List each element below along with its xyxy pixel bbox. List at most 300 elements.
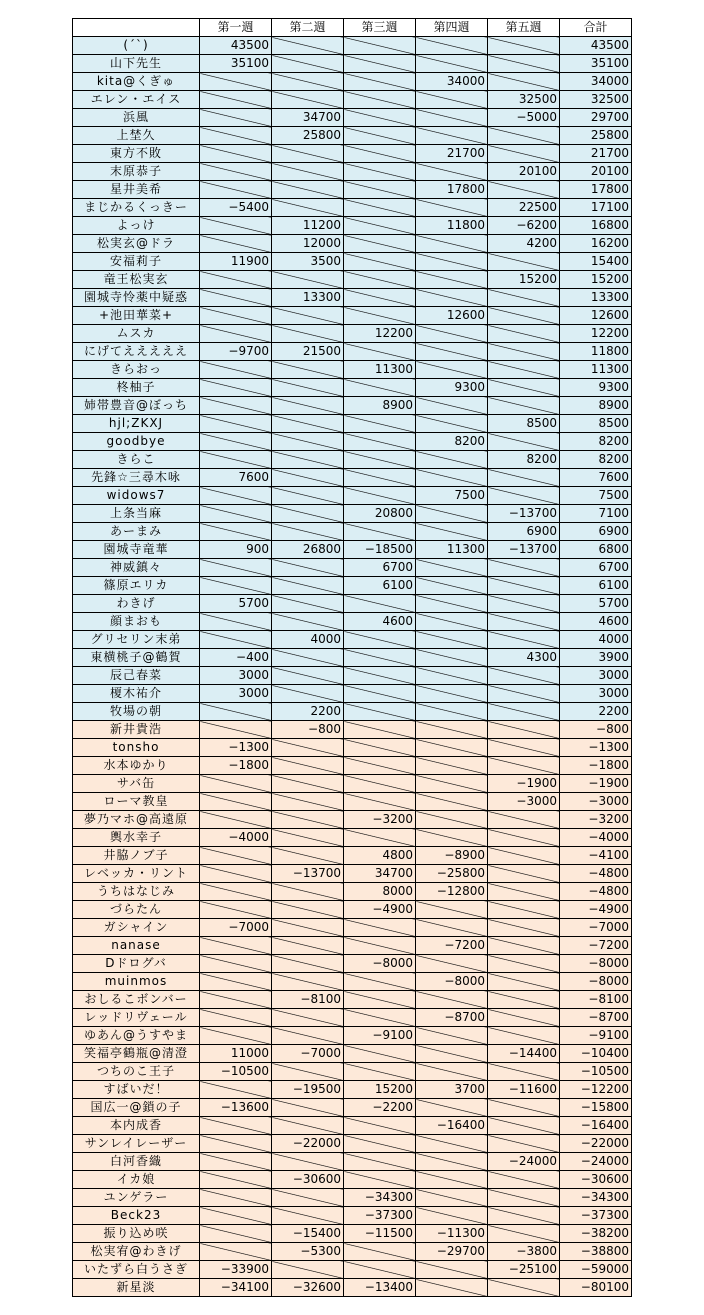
table-row bbox=[73, 271, 632, 289]
week-2-score-cell: −7000 bbox=[272, 1045, 344, 1063]
week-5-score-cell bbox=[488, 1225, 560, 1243]
week-4-score-cell: −8900 bbox=[416, 847, 488, 865]
week-5-score-cell bbox=[488, 919, 560, 937]
player-name-cell: レベッカ・リント bbox=[73, 865, 200, 883]
total-score-cell: −1900 bbox=[560, 775, 632, 793]
total-score-cell: −3000 bbox=[560, 793, 632, 811]
week-2-score-cell bbox=[272, 685, 344, 703]
player-name-cell: 竜王松実玄 bbox=[73, 271, 200, 289]
week-3-score-cell bbox=[344, 217, 416, 235]
total-score-cell: −1800 bbox=[560, 757, 632, 775]
player-name-cell: 姉帯豊音@ぼっち bbox=[73, 397, 200, 415]
week-2-score-cell bbox=[272, 55, 344, 73]
total-score-cell: 7600 bbox=[560, 469, 632, 487]
total-score-cell: 34000 bbox=[560, 73, 632, 91]
ranking-table bbox=[72, 18, 632, 1297]
total-score-cell: 8200 bbox=[560, 433, 632, 451]
week-2-score-cell bbox=[272, 1009, 344, 1027]
week-5-score-cell: 32500 bbox=[488, 91, 560, 109]
week-2-score-cell bbox=[272, 361, 344, 379]
week-1-score-cell bbox=[200, 451, 272, 469]
week-4-score-cell: −8700 bbox=[416, 1009, 488, 1027]
week-1-score-cell bbox=[200, 973, 272, 991]
week-1-score-cell bbox=[200, 775, 272, 793]
week-5-score-cell bbox=[488, 991, 560, 1009]
player-name-cell: いたずら白うさぎ bbox=[73, 1261, 200, 1279]
week-4-score-cell bbox=[416, 235, 488, 253]
week-5-score-cell bbox=[488, 1207, 560, 1225]
total-score-cell: −38200 bbox=[560, 1225, 632, 1243]
week-1-score-cell bbox=[200, 163, 272, 181]
week-5-score-cell bbox=[488, 397, 560, 415]
player-name-cell: づらたん bbox=[73, 901, 200, 919]
week-5-score-cell bbox=[488, 1099, 560, 1117]
week-1-score-cell bbox=[200, 883, 272, 901]
week-4-score-cell bbox=[416, 829, 488, 847]
table-row bbox=[73, 685, 632, 703]
week-5-score-cell bbox=[488, 937, 560, 955]
header-week-2: 第二週 bbox=[272, 19, 344, 37]
total-score-cell: 6700 bbox=[560, 559, 632, 577]
player-name-cell: 末原恭子 bbox=[73, 163, 200, 181]
table-row bbox=[73, 523, 632, 541]
table-row bbox=[73, 793, 632, 811]
week-4-score-cell bbox=[416, 703, 488, 721]
week-2-score-cell bbox=[272, 397, 344, 415]
player-name-cell: 上条当麻 bbox=[73, 505, 200, 523]
player-name-cell: 白河香織 bbox=[73, 1153, 200, 1171]
week-2-score-cell: 11200 bbox=[272, 217, 344, 235]
total-score-cell: 8900 bbox=[560, 397, 632, 415]
week-1-score-cell bbox=[200, 523, 272, 541]
week-1-score-cell: −33900 bbox=[200, 1261, 272, 1279]
week-3-score-cell bbox=[344, 1171, 416, 1189]
week-4-score-cell: 34000 bbox=[416, 73, 488, 91]
week-4-score-cell bbox=[416, 397, 488, 415]
week-4-score-cell bbox=[416, 901, 488, 919]
player-name-cell: 園城寺竜華 bbox=[73, 541, 200, 559]
week-2-score-cell: −15400 bbox=[272, 1225, 344, 1243]
total-score-cell: −15800 bbox=[560, 1099, 632, 1117]
player-name-cell: ローマ教皇 bbox=[73, 793, 200, 811]
week-5-score-cell: −1900 bbox=[488, 775, 560, 793]
table-row bbox=[73, 181, 632, 199]
week-3-score-cell bbox=[344, 667, 416, 685]
week-4-score-cell bbox=[416, 199, 488, 217]
table-row bbox=[73, 937, 632, 955]
table-row bbox=[73, 163, 632, 181]
week-5-score-cell bbox=[488, 1009, 560, 1027]
week-5-score-cell: −3800 bbox=[488, 1243, 560, 1261]
week-3-score-cell bbox=[344, 1135, 416, 1153]
week-3-score-cell bbox=[344, 595, 416, 613]
week-5-score-cell bbox=[488, 253, 560, 271]
week-1-score-cell bbox=[200, 379, 272, 397]
week-3-score-cell: 15200 bbox=[344, 1081, 416, 1099]
week-3-score-cell bbox=[344, 649, 416, 667]
total-score-cell: −59000 bbox=[560, 1261, 632, 1279]
week-1-score-cell bbox=[200, 487, 272, 505]
week-2-score-cell: −5300 bbox=[272, 1243, 344, 1261]
week-2-score-cell bbox=[272, 649, 344, 667]
week-3-score-cell: 8000 bbox=[344, 883, 416, 901]
week-1-score-cell: 11000 bbox=[200, 1045, 272, 1063]
week-4-score-cell bbox=[416, 469, 488, 487]
week-4-score-cell bbox=[416, 55, 488, 73]
week-5-score-cell bbox=[488, 631, 560, 649]
week-1-score-cell bbox=[200, 433, 272, 451]
week-3-score-cell bbox=[344, 415, 416, 433]
week-5-score-cell bbox=[488, 433, 560, 451]
week-3-score-cell bbox=[344, 127, 416, 145]
week-3-score-cell bbox=[344, 145, 416, 163]
week-2-score-cell bbox=[272, 325, 344, 343]
week-4-score-cell bbox=[416, 919, 488, 937]
table-row bbox=[73, 1099, 632, 1117]
table-row bbox=[73, 361, 632, 379]
week-1-score-cell: 35100 bbox=[200, 55, 272, 73]
week-1-score-cell bbox=[200, 811, 272, 829]
week-4-score-cell bbox=[416, 325, 488, 343]
player-name-cell: つちのこ王子 bbox=[73, 1063, 200, 1081]
week-4-score-cell bbox=[416, 289, 488, 307]
player-name-cell: ムスカ bbox=[73, 325, 200, 343]
table-row bbox=[73, 73, 632, 91]
week-4-score-cell: 12600 bbox=[416, 307, 488, 325]
week-4-score-cell bbox=[416, 343, 488, 361]
table-row bbox=[73, 955, 632, 973]
week-2-score-cell bbox=[272, 163, 344, 181]
total-score-cell: 12200 bbox=[560, 325, 632, 343]
player-name-cell: nanase bbox=[73, 937, 200, 955]
week-4-score-cell bbox=[416, 1135, 488, 1153]
table-row bbox=[73, 1279, 632, 1297]
week-2-score-cell: 3500 bbox=[272, 253, 344, 271]
table-row bbox=[73, 253, 632, 271]
total-score-cell: 43500 bbox=[560, 37, 632, 55]
week-1-score-cell bbox=[200, 235, 272, 253]
table-row bbox=[73, 667, 632, 685]
week-2-score-cell bbox=[272, 379, 344, 397]
week-3-score-cell bbox=[344, 829, 416, 847]
week-5-score-cell bbox=[488, 757, 560, 775]
week-2-score-cell: 4000 bbox=[272, 631, 344, 649]
week-3-score-cell bbox=[344, 1261, 416, 1279]
week-2-score-cell bbox=[272, 955, 344, 973]
corner-cell bbox=[73, 19, 200, 37]
week-5-score-cell bbox=[488, 847, 560, 865]
week-2-score-cell bbox=[272, 595, 344, 613]
week-4-score-cell: −7200 bbox=[416, 937, 488, 955]
week-4-score-cell bbox=[416, 577, 488, 595]
week-2-score-cell bbox=[272, 829, 344, 847]
week-2-score-cell bbox=[272, 145, 344, 163]
player-name-cell: 安福莉子 bbox=[73, 253, 200, 271]
total-score-cell: 12600 bbox=[560, 307, 632, 325]
week-5-score-cell bbox=[488, 703, 560, 721]
week-1-score-cell bbox=[200, 325, 272, 343]
table-row bbox=[73, 433, 632, 451]
week-4-score-cell bbox=[416, 649, 488, 667]
week-2-score-cell bbox=[272, 793, 344, 811]
week-5-score-cell: −13700 bbox=[488, 541, 560, 559]
week-2-score-cell bbox=[272, 847, 344, 865]
week-2-score-cell: −800 bbox=[272, 721, 344, 739]
player-name-cell: tonsho bbox=[73, 739, 200, 757]
player-name-cell: 榎木祐介 bbox=[73, 685, 200, 703]
week-3-score-cell: −13400 bbox=[344, 1279, 416, 1297]
week-5-score-cell: 4200 bbox=[488, 235, 560, 253]
week-2-score-cell bbox=[272, 271, 344, 289]
week-1-score-cell bbox=[200, 1027, 272, 1045]
total-score-cell: −9100 bbox=[560, 1027, 632, 1045]
total-score-cell: 7100 bbox=[560, 505, 632, 523]
total-score-cell: 4000 bbox=[560, 631, 632, 649]
week-4-score-cell bbox=[416, 955, 488, 973]
week-1-score-cell bbox=[200, 397, 272, 415]
week-5-score-cell: −13700 bbox=[488, 505, 560, 523]
week-1-score-cell bbox=[200, 559, 272, 577]
table-row bbox=[73, 289, 632, 307]
table-row bbox=[73, 1189, 632, 1207]
table-row bbox=[73, 595, 632, 613]
week-2-score-cell bbox=[272, 1153, 344, 1171]
total-score-cell: 8500 bbox=[560, 415, 632, 433]
player-name-cell: ユンゲラー bbox=[73, 1189, 200, 1207]
week-1-score-cell bbox=[200, 847, 272, 865]
player-name-cell: 柊柚子 bbox=[73, 379, 200, 397]
week-5-score-cell: 20100 bbox=[488, 163, 560, 181]
player-name-cell: 浜風 bbox=[73, 109, 200, 127]
total-score-cell: 2200 bbox=[560, 703, 632, 721]
week-4-score-cell bbox=[416, 361, 488, 379]
week-1-score-cell bbox=[200, 1009, 272, 1027]
week-3-score-cell bbox=[344, 1063, 416, 1081]
total-score-cell: 6900 bbox=[560, 523, 632, 541]
week-4-score-cell: 17800 bbox=[416, 181, 488, 199]
week-4-score-cell bbox=[416, 559, 488, 577]
week-5-score-cell bbox=[488, 1027, 560, 1045]
week-2-score-cell: 12000 bbox=[272, 235, 344, 253]
week-3-score-cell: −4900 bbox=[344, 901, 416, 919]
week-1-score-cell bbox=[200, 631, 272, 649]
table-row bbox=[73, 217, 632, 235]
week-4-score-cell: −29700 bbox=[416, 1243, 488, 1261]
week-2-score-cell: 21500 bbox=[272, 343, 344, 361]
week-1-score-cell: −10500 bbox=[200, 1063, 272, 1081]
player-name-cell: あーまみ bbox=[73, 523, 200, 541]
week-5-score-cell: −11600 bbox=[488, 1081, 560, 1099]
total-score-cell: −7200 bbox=[560, 937, 632, 955]
week-2-score-cell bbox=[272, 1099, 344, 1117]
week-5-score-cell bbox=[488, 73, 560, 91]
week-5-score-cell bbox=[488, 559, 560, 577]
week-3-score-cell bbox=[344, 937, 416, 955]
table-row bbox=[73, 1009, 632, 1027]
total-score-cell: 5700 bbox=[560, 595, 632, 613]
week-2-score-cell bbox=[272, 181, 344, 199]
week-3-score-cell: −8000 bbox=[344, 955, 416, 973]
player-name-cell: 東横桃子@鶴賀 bbox=[73, 649, 200, 667]
week-3-score-cell: −34300 bbox=[344, 1189, 416, 1207]
player-name-cell: レッドリヴェール bbox=[73, 1009, 200, 1027]
week-4-score-cell bbox=[416, 505, 488, 523]
week-4-score-cell bbox=[416, 631, 488, 649]
table-row bbox=[73, 55, 632, 73]
table-row bbox=[73, 1135, 632, 1153]
week-4-score-cell bbox=[416, 1153, 488, 1171]
week-2-score-cell bbox=[272, 883, 344, 901]
player-name-cell: 本内成香 bbox=[73, 1117, 200, 1135]
table-row bbox=[73, 865, 632, 883]
total-score-cell: −38800 bbox=[560, 1243, 632, 1261]
week-4-score-cell: −12800 bbox=[416, 883, 488, 901]
total-score-cell: −80100 bbox=[560, 1279, 632, 1297]
week-2-score-cell bbox=[272, 487, 344, 505]
week-5-score-cell bbox=[488, 685, 560, 703]
week-5-score-cell bbox=[488, 829, 560, 847]
week-4-score-cell bbox=[416, 685, 488, 703]
week-5-score-cell bbox=[488, 145, 560, 163]
week-3-score-cell bbox=[344, 991, 416, 1009]
table-row bbox=[73, 991, 632, 1009]
week-2-score-cell bbox=[272, 901, 344, 919]
week-4-score-cell bbox=[416, 1279, 488, 1297]
week-2-score-cell: −32600 bbox=[272, 1279, 344, 1297]
week-5-score-cell: 22500 bbox=[488, 199, 560, 217]
week-1-score-cell: 900 bbox=[200, 541, 272, 559]
week-1-score-cell: −4000 bbox=[200, 829, 272, 847]
week-1-score-cell bbox=[200, 73, 272, 91]
week-3-score-cell bbox=[344, 109, 416, 127]
total-score-cell: −10500 bbox=[560, 1063, 632, 1081]
player-name-cell: 夢乃マホ@高遠原 bbox=[73, 811, 200, 829]
week-2-score-cell: −22000 bbox=[272, 1135, 344, 1153]
week-4-score-cell bbox=[416, 1027, 488, 1045]
week-5-score-cell bbox=[488, 307, 560, 325]
header-week-3: 第三週 bbox=[344, 19, 416, 37]
week-5-score-cell: 8200 bbox=[488, 451, 560, 469]
week-2-score-cell bbox=[272, 937, 344, 955]
player-name-cell: きらおっ bbox=[73, 361, 200, 379]
week-4-score-cell: 7500 bbox=[416, 487, 488, 505]
week-3-score-cell bbox=[344, 163, 416, 181]
total-score-cell: 32500 bbox=[560, 91, 632, 109]
table-row bbox=[73, 631, 632, 649]
week-1-score-cell: −7000 bbox=[200, 919, 272, 937]
week-4-score-cell bbox=[416, 91, 488, 109]
week-5-score-cell bbox=[488, 883, 560, 901]
week-2-score-cell: −13700 bbox=[272, 865, 344, 883]
week-5-score-cell bbox=[488, 55, 560, 73]
week-5-score-cell bbox=[488, 1171, 560, 1189]
table-row bbox=[73, 703, 632, 721]
player-name-cell: わきげ bbox=[73, 595, 200, 613]
player-name-cell: 国広一@鎖の子 bbox=[73, 1099, 200, 1117]
week-5-score-cell bbox=[488, 739, 560, 757]
player-name-cell: 水本ゆかり bbox=[73, 757, 200, 775]
week-3-score-cell bbox=[344, 919, 416, 937]
week-3-score-cell: 12200 bbox=[344, 325, 416, 343]
player-name-cell: Beck23 bbox=[73, 1207, 200, 1225]
week-5-score-cell: −25100 bbox=[488, 1261, 560, 1279]
week-3-score-cell bbox=[344, 721, 416, 739]
total-score-cell: −37300 bbox=[560, 1207, 632, 1225]
table-row bbox=[73, 379, 632, 397]
table-row bbox=[73, 1243, 632, 1261]
week-5-score-cell bbox=[488, 577, 560, 595]
player-name-cell: ゆあん@うすやま bbox=[73, 1027, 200, 1045]
total-score-cell: 15200 bbox=[560, 271, 632, 289]
week-5-score-cell bbox=[488, 1279, 560, 1297]
week-1-score-cell: 3000 bbox=[200, 667, 272, 685]
total-score-cell: −8000 bbox=[560, 973, 632, 991]
week-4-score-cell bbox=[416, 109, 488, 127]
week-1-score-cell: 43500 bbox=[200, 37, 272, 55]
week-3-score-cell bbox=[344, 253, 416, 271]
week-3-score-cell bbox=[344, 91, 416, 109]
player-name-cell: hjl;ZKXJ bbox=[73, 415, 200, 433]
week-1-score-cell bbox=[200, 109, 272, 127]
total-score-cell: −10400 bbox=[560, 1045, 632, 1063]
week-2-score-cell bbox=[272, 523, 344, 541]
week-5-score-cell bbox=[488, 1117, 560, 1135]
week-5-score-cell: −3000 bbox=[488, 793, 560, 811]
week-1-score-cell bbox=[200, 1171, 272, 1189]
week-3-score-cell: −3200 bbox=[344, 811, 416, 829]
player-name-cell: 辰己春菜 bbox=[73, 667, 200, 685]
week-1-score-cell bbox=[200, 307, 272, 325]
week-3-score-cell bbox=[344, 1243, 416, 1261]
week-4-score-cell bbox=[416, 721, 488, 739]
week-4-score-cell: −25800 bbox=[416, 865, 488, 883]
week-2-score-cell bbox=[272, 469, 344, 487]
total-score-cell: 4600 bbox=[560, 613, 632, 631]
player-name-cell: 顔まおも bbox=[73, 613, 200, 631]
header-week-5: 第五週 bbox=[488, 19, 560, 37]
week-1-score-cell bbox=[200, 937, 272, 955]
player-name-cell: 園城寺怜薬中疑惑 bbox=[73, 289, 200, 307]
week-4-score-cell: −11300 bbox=[416, 1225, 488, 1243]
week-5-score-cell: −24000 bbox=[488, 1153, 560, 1171]
table-row bbox=[73, 613, 632, 631]
week-4-score-cell bbox=[416, 1045, 488, 1063]
week-5-score-cell bbox=[488, 37, 560, 55]
week-4-score-cell bbox=[416, 1171, 488, 1189]
week-5-score-cell bbox=[488, 343, 560, 361]
week-3-score-cell bbox=[344, 973, 416, 991]
week-2-score-cell bbox=[272, 1189, 344, 1207]
week-5-score-cell bbox=[488, 127, 560, 145]
week-5-score-cell bbox=[488, 811, 560, 829]
table-row bbox=[73, 1261, 632, 1279]
player-name-cell: ガシャイン bbox=[73, 919, 200, 937]
week-2-score-cell: 13300 bbox=[272, 289, 344, 307]
table-row bbox=[73, 559, 632, 577]
total-score-cell: 8200 bbox=[560, 451, 632, 469]
week-2-score-cell bbox=[272, 559, 344, 577]
week-2-score-cell bbox=[272, 775, 344, 793]
table-row bbox=[73, 1225, 632, 1243]
table-body bbox=[73, 37, 632, 1297]
week-3-score-cell bbox=[344, 487, 416, 505]
total-score-cell: −30600 bbox=[560, 1171, 632, 1189]
total-score-cell: 17100 bbox=[560, 199, 632, 217]
player-name-cell: 振り込め咲 bbox=[73, 1225, 200, 1243]
week-5-score-cell bbox=[488, 181, 560, 199]
week-3-score-cell: 6700 bbox=[344, 559, 416, 577]
table-row bbox=[73, 973, 632, 991]
